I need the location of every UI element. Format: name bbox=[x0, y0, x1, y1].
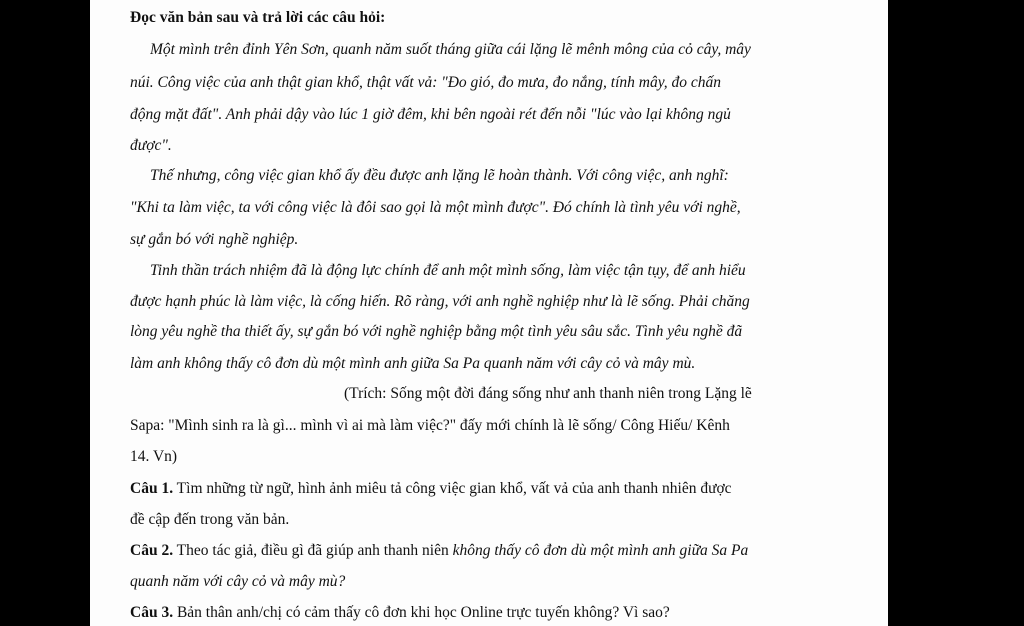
question-1-line1 bbox=[130, 479, 850, 499]
question-2-italic: không thấy cô đơn dù một mình anh giữa Sa Pa bbox=[452, 542, 749, 559]
paragraph1-line2: núi. Công việc của anh thật gian khổ, thật vất vả: "Đo gió, đo mưa, đo nắng, tính mây, đo chấn bbox=[130, 74, 721, 91]
question-3-line bbox=[130, 603, 850, 623]
document-heading: Đọc văn bản sau và trả lời các câu hỏi: bbox=[130, 9, 386, 26]
source-line3: 14. Vn) bbox=[130, 448, 178, 465]
document-page bbox=[90, 0, 888, 626]
question-2-text: Theo tác giả, điều gì đã giúp anh thanh niên bbox=[173, 542, 453, 559]
paragraph2-line2: "Khi ta làm việc, ta với công việc là đôi sao gọi là một mình được". Đó chính là tình yêu với nghề, bbox=[130, 199, 741, 216]
question-3-label: Câu 3. bbox=[130, 604, 174, 621]
paragraph2-line1: Thế nhưng, công việc gian khổ ấy đều được anh lặng lẽ hoàn thành. Với công việc, anh nghĩ: bbox=[150, 167, 729, 184]
paragraph1-line3: động mặt đất". Anh phải dậy vào lúc 1 giờ đêm, khi bên ngoài rét đến nỗi "lúc vào lại không ngủ bbox=[130, 106, 731, 123]
paragraph2-line3: sự gắn bó với nghề nghiệp. bbox=[130, 231, 299, 248]
question-2-line1 bbox=[130, 541, 850, 561]
paragraph1-line4: được". bbox=[130, 137, 172, 154]
left-black-border bbox=[0, 0, 90, 626]
question-2-line2: quanh năm với cây cỏ và mây mù? bbox=[130, 573, 346, 590]
question-3-text: Bản thân anh/chị có cảm thấy cô đơn khi học Online trực tuyến không? Vì sao? bbox=[173, 604, 670, 621]
question-1-text: Tìm những từ ngữ, hình ảnh miêu tả công việc gian khổ, vất vả của anh thanh nhiên được bbox=[173, 480, 732, 497]
question-2-label: Câu 2. bbox=[130, 542, 174, 559]
paragraph3-line1: Tinh thần trách nhiệm đã là động lực chính để anh một mình sống, làm việc tận tụy, để anh hiểu bbox=[150, 262, 746, 279]
paragraph3-line3: lòng yêu nghề tha thiết ấy, sự gắn bó với nghề nghiệp bằng một tình yêu sâu sắc. Tình yêu nghề đã bbox=[130, 323, 743, 340]
question-1-label: Câu 1. bbox=[130, 480, 174, 497]
right-black-border bbox=[888, 0, 1024, 626]
source-line1: (Trích: Sống một đời đáng sống như anh thanh niên trong Lặng lẽ bbox=[344, 385, 752, 402]
question-1-line2: đề cập đến trong văn bản. bbox=[130, 511, 290, 528]
paragraph1-line1: Một mình trên đỉnh Yên Sơn, quanh năm suốt tháng giữa cái lặng lẽ mênh mông của cỏ cây, mây bbox=[150, 41, 751, 58]
source-line2: Sapa: "Mình sinh ra là gì... mình vì ai mà làm việc?" đấy mới chính là lẽ sống/ Công Hiếu/ Kênh bbox=[130, 417, 730, 434]
paragraph3-line2: được hạnh phúc là làm việc, là cống hiến. Rõ ràng, với anh nghề nghiệp như là lẽ sống. Phải chăng bbox=[130, 293, 750, 310]
paragraph3-line4: làm anh không thấy cô đơn dù một mình anh giữa Sa Pa quanh năm với cây cỏ và mây mù. bbox=[130, 355, 696, 372]
